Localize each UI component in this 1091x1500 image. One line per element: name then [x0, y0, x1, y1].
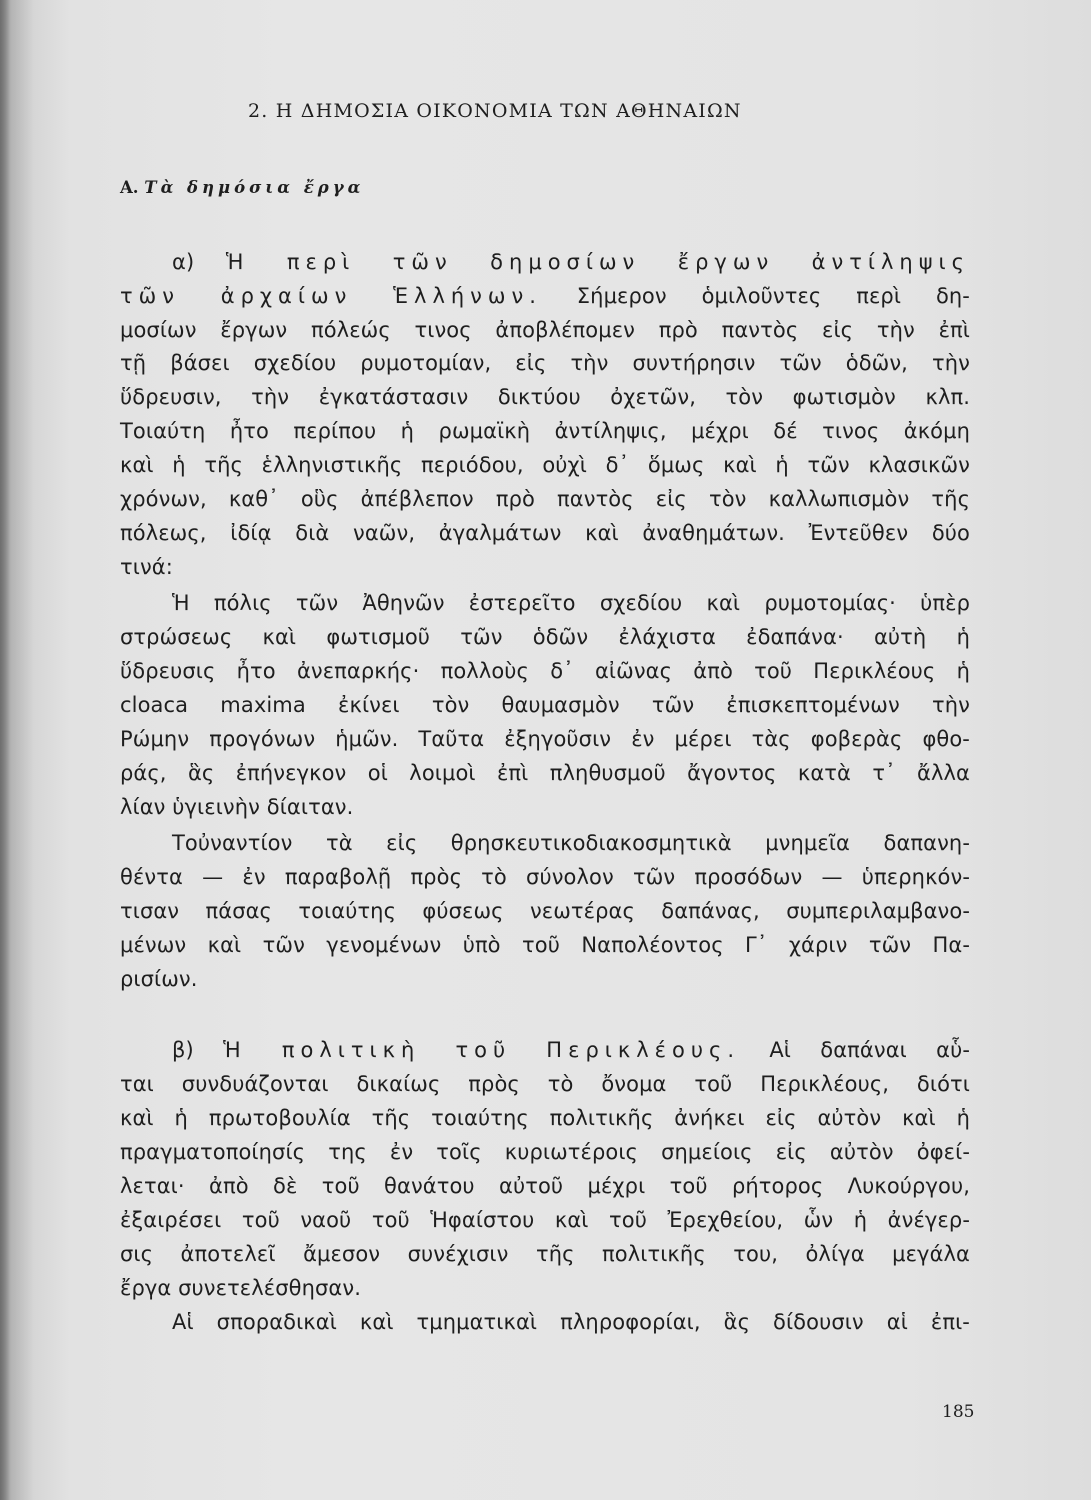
text-line: ται συνδυάζονται δικαίως πρὸς τὸ ὄνομα τοῦ Περικλέους, διότι [120, 1072, 970, 1096]
page-number: 185 [942, 1402, 975, 1422]
text-line: ράς, ἃς ἐπήνεγκον οἱ λοιμοὶ ἐπὶ πληθυσμοῦ ἄγοντος κατὰ τ᾽ ἄλλα [120, 761, 970, 785]
text-line: λίαν ὑγιεινὴν δίαιταν. [120, 795, 354, 819]
paragraph-title: Ἡ πολιτικὴ τοῦ Περικλέους. [223, 1038, 741, 1062]
text-line: μένων καὶ τῶν γενομένων ὑπὸ τοῦ Ναπολέοντος Γ᾽ χάριν τῶν Πα- [120, 933, 970, 957]
text-line [120, 282, 970, 310]
text-line: σις ἀποτελεῖ ἄμεσον συνέχισιν τῆς πολιτικῆς του, ὀλίγα μεγάλα [120, 1242, 970, 1266]
text-line: Ρώμην προγόνων ἡμῶν. Ταῦτα ἐξηγοῦσιν ἐν μέρει τὰς φοβερὰς φθο- [120, 727, 970, 751]
text-line: χρόνων, καθ᾽ οὓς ἀπέβλεπον πρὸ παντὸς εἰς τὸν καλλωπισμὸν τῆς [120, 487, 970, 511]
text-line: ἔργα συνετελέσθησαν. [120, 1276, 361, 1300]
text-line: τισαν πάσας τοιαύτης φύσεως νεωτέρας δαπάνας, συμπεριλαμβανο- [120, 899, 970, 923]
text-line: Τοὐναντίον τὰ εἰς θρησκευτικοδιακοσμητικὰ μνημεῖα δαπανη- [172, 831, 970, 855]
text-line: στρώσεως καὶ φωτισμοῦ τῶν ὁδῶν ἐλάχιστα ἐδαπάνα· αὐτὴ ἡ [120, 625, 970, 649]
text-line: πραγματοποίησίς της ἐν τοῖς κυριωτέροις σημείοις εἰς αὐτὸν ὀφεί- [120, 1140, 970, 1164]
text-line: Τοιαύτη ἦτο περίπου ἡ ρωμαϊκὴ ἀντίληψις, μέχρι δέ τινος ἀκόμη [120, 419, 970, 443]
text-line: cloaca maxima ἐκίνει τὸν θαυμασμὸν τῶν ἐπισκεπτομένων τὴν [120, 693, 970, 717]
text-line: ὕδρευσιν, τὴν ἐγκατάστασιν δικτύου ὀχετῶν, τὸν φωτισμὸν κλπ. [120, 385, 970, 409]
section-label: Α. [120, 178, 139, 197]
text-line: καὶ ἡ τῆς ἑλληνιστικῆς περιόδου, οὐχὶ δ᾽ ὅμως καὶ ἡ τῶν κλασικῶν [120, 453, 970, 477]
text-line [172, 248, 970, 276]
paragraph-marker: β) [172, 1038, 224, 1062]
section-title: Τὰ δημόσια ἔργα [144, 178, 365, 197]
text-fragment: Αἱ δαπάναι αὗ- [740, 1038, 971, 1062]
text-line: μοσίων ἔργων πόλεώς τινος ἀποβλέπομεν πρὸ παντὸς εἰς τὴν ἐπὶ [120, 318, 970, 342]
text-line: καὶ ἡ πρωτοβουλία τῆς τοιαύτης πολιτικῆς ἀνήκει εἰς αὐτὸν καὶ ἡ [120, 1106, 970, 1130]
text-line: τῇ βάσει σχεδίου ρυμοτομίαν, εἰς τὴν συντήρησιν τῶν ὁδῶν, τὴν [120, 351, 970, 375]
text-line: ὕδρευσις ἦτο ἀνεπαρκής· πολλοὺς δ᾽ αἰῶνας ἀπὸ τοῦ Περικλέους ἡ [120, 659, 970, 683]
text-line: πόλεως, ἰδίᾳ διὰ ναῶν, ἀγαλμάτων καὶ ἀναθημάτων. Ἐντεῦθεν δύο [120, 521, 970, 545]
text-line: ρισίων. [120, 967, 198, 991]
text-line: λεται· ἀπὸ δὲ τοῦ θανάτου αὐτοῦ μέχρι τοῦ ρήτορος Λυκούργου, [120, 1174, 970, 1198]
paragraph-marker: α) [172, 250, 226, 274]
paragraph-title: τῶν ἀρχαίων Ἑλλήνων. [120, 284, 542, 308]
paragraph-title: Ἡ περὶ τῶν δημοσίων ἔργων ἀντίληψις [225, 250, 970, 274]
text-line: Ἡ πόλις τῶν Ἀθηνῶν ἐστερεῖτο σχεδίου καὶ ρυμοτομίας· ὑπὲρ [172, 591, 970, 615]
text-line: τινά: [120, 555, 173, 579]
text-line: Αἱ σποραδικαὶ καὶ τμηματικαὶ πληροφορίαι, ἃς δίδουσιν αἱ ἐπι- [172, 1310, 970, 1334]
text-line: θέντα — ἐν παραβολῇ πρὸς τὸ σύνολον τῶν προσόδων — ὑπερηκόν- [120, 865, 970, 889]
text-fragment: Σήμερον ὁμιλοῦντες περὶ δη- [541, 284, 970, 308]
section-heading [120, 178, 364, 197]
text-line: ἐξαιρέσει τοῦ ναοῦ τοῦ Ἡφαίστου καὶ τοῦ Ἐρεχθείου, ὧν ἡ ἀνέγερ- [120, 1208, 970, 1232]
text-line [172, 1036, 970, 1064]
chapter-heading: 2. Η ΔΗΜΟΣΙΑ ΟΙΚΟΝΟΜΙΑ ΤΩΝ ΑΘΗΝΑΙΩΝ [248, 100, 742, 122]
